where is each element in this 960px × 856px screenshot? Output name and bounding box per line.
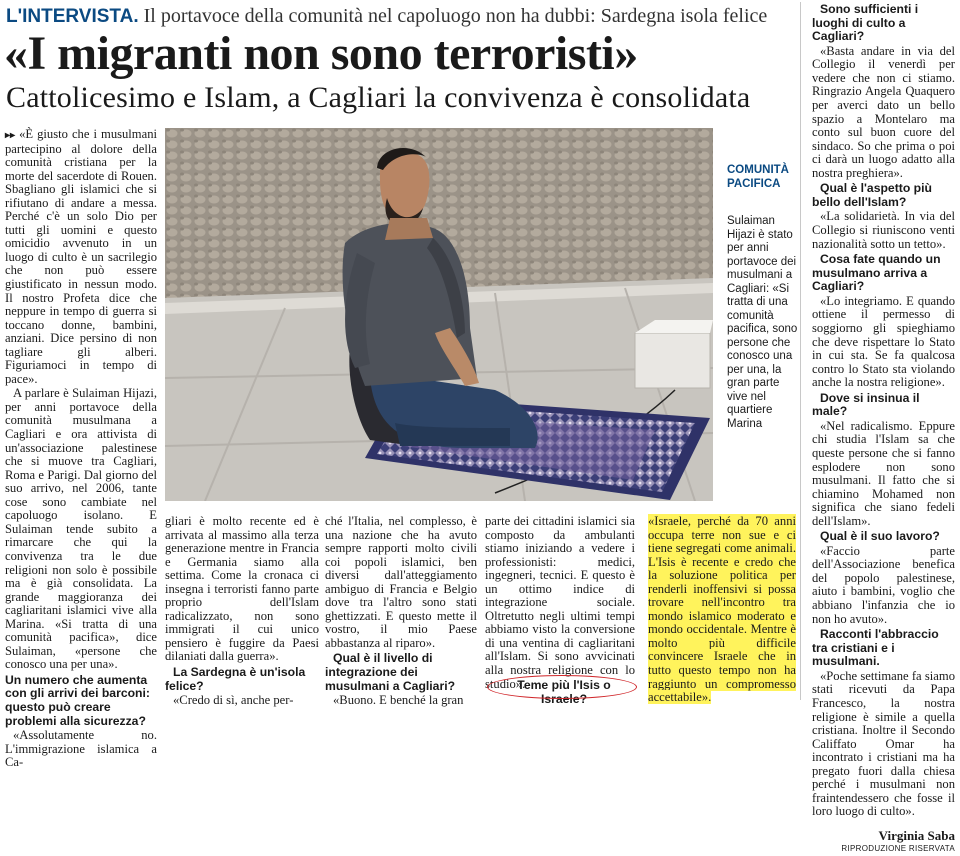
highlighted-paragraph	[648, 515, 796, 705]
article-column-1	[5, 128, 157, 771]
interview-question-circled: Teme più l'Isis o Israele?	[517, 678, 611, 706]
body-paragraph: «Credo di sì, anche per-	[173, 693, 294, 708]
caption-title: COMUNITÀ PACIFICA	[727, 164, 789, 190]
body-paragraph: «Buono. E benché la gran	[333, 693, 464, 708]
interview-question: Qual è il suo lavoro?	[820, 529, 940, 544]
interview-question: Qual è il livello di integrazione dei musulmani a Cagliari?	[325, 651, 456, 693]
body-paragraph: «Lo integriamo. E quando ottiene il permesso di soggiorno gli spieghiamo che deve rispettare lo Stato in cui sta. Se fa qualcosa contro lo Stato sta violando anche la nostra religione».	[812, 293, 955, 390]
article-column-5	[648, 515, 796, 706]
body-paragraph: ché l'Italia, nel complesso, è una nazione che ha avuto sempre rapporti molto civili coi popoli islamici, ben diversi dall'atteggiamento ambiguo di Francia e Belgio dove tra l'altro sono stati ghettizzati. E questo mette il vostro, il mio Paese abbastanza al riparo».	[325, 514, 477, 650]
interview-question: Racconti l'abbraccio tra cristiani e i musulmani.	[812, 627, 939, 669]
article-column-2	[165, 515, 319, 709]
interview-question: Cosa fate quando un musulmano arriva a Cagliari?	[812, 252, 941, 294]
body-paragraph: A parlare è Sulaiman Hijazi, per anni portavoce della comunità musulmana a Cagliari e ora attivista di un'associazione palestinese che si muove tra Cagliari, Roma e Parigi. Dal giorno del suo arrivo, nel 2006, tante cose sono cambiate nel capoluogo isolano. E Sulaiman tende subito a rimarcare che qui la convivenza tra le due religioni non solo è possibile ma è già consolidata. La grande maggioranza dei cagliaritani islamici vive alla Marina. «Si tratta di una comunità pacifica», dice Sulaiman, «persone che conosco una per una».	[5, 386, 157, 672]
lead-paragraph	[5, 128, 157, 386]
article-photo	[165, 128, 713, 501]
headline: «I migranti non sono terroristi»	[4, 27, 638, 80]
article-column-6	[812, 3, 955, 856]
body-paragraph: «Nel radicalismo. Eppure chi studia l'Islam sa che queste persone che si fanno esplodere non sono musulmani. Il fatto che si chiamino Mohamed non significa che siano fedeli dell'Islam».	[812, 418, 955, 528]
body-paragraph: «Faccio parte dell'Associazione benefica del popolo palestinese, aiuto i bambini, voglio che abbiano l'infanzia che io non ho avuto».	[812, 543, 955, 626]
red-circle-annotation	[487, 675, 637, 699]
body-paragraph: parte dei cittadini islamici sia composto da ambulanti stiamo iniziando a vedere i professionisti: medici, ingegneri, tecnici. E questo è un ottimo indice di integrazione sociale. Oltretutto negli ultimi tempi abbiamo visto la conversione di una ventina di cagliaritani all'Islam. Si sono avvicinati alla nostra religione con lo studio».	[485, 514, 635, 691]
caption-text: Sulaiman Hijazi è stato per anni portavoce dei musulmani a Cagliari: «Si tratta di una comunità pacifica, sono persone che conosco una per una, la gran parte vive nel quartiere Marina	[727, 215, 798, 430]
interview-question: La Sardegna è un'isola felice?	[165, 665, 306, 693]
body-paragraph: gliari è molto recente ed è arrivata al massimo alla terza generazione mentre in Francia e Germania siamo alla settima. Come la cronaca ci insegna i terroristi fanno parte proprio dell'Islam radicalizzato, non sono immigrati il cui unico pensiero è fuggire da Paesi dilaniati dalla guerra».	[165, 514, 319, 664]
subheadline: Cattolicesimo e Islam, a Cagliari la convivenza è consolidata	[6, 81, 751, 114]
highlighted-text: «Israele, perché da 70 anni occupa terre non sue e ci tiene segregati come animali. L'Isis è recente e credo che la soluzione politica per renderli inoffensivi si possa trovare nell'incontro tra mondo islamico moderato e mondo occidentale. Mentre è molto più difficile convincere Israele che in tutto questo tempo non ha raggiunto un compromesso accettabile».	[648, 514, 796, 705]
body-paragraph: «Assolutamente no. L'immigrazione islamica a Ca-	[5, 728, 157, 770]
kicker-text: Il portavoce della comunità nel capoluogo non ha dubbi: Sardegna isola felice	[143, 5, 768, 27]
interview-question: Dove si insinua il male?	[812, 390, 920, 419]
interview-question: Sono sufficienti i luoghi di culto a Cagliari?	[812, 2, 919, 44]
lead-arrow-icon: ▸▸	[5, 130, 16, 141]
kicker-tag: L'INTERVISTA.	[6, 6, 139, 27]
rights-notice: RIPRODUZIONE RISERVATA	[841, 844, 955, 854]
body-paragraph: «La solidarietà. In via del Collegio si riuniscono venti nazionalità sotto un tetto».	[812, 209, 955, 251]
body-paragraph: «Basta andare in via del Collegio il venerdì per vedere che non ci stiamo. Ringrazio Angela Quaquero per averci dato un bello spazio a Montelaro ma conto sul buon cuore del sindaco. So che prima o poi ci darà un luogo adatto alla nostra preghiera».	[812, 43, 955, 180]
lead-paragraph-text: «È giusto che i musulmani partecipino al dolore della comunità cristiana per la morte del sacerdote di Rouen. Sbagliano gli islamici che si rifiutano di andare a messa. Perché c'è un solo Dio per tutti gli uomini e questo omicidio avvenuto in un luogo di culto è un sacrilegio che non può essere giustificato in nessun modo. Il nostro Profeta dice che neppure in tempo di guerra si toccano donne, bambini, anziani. Dice persino di non tagliare gli alberi. Figuriamoci in tempo di pace».	[5, 127, 157, 386]
article-column-3	[325, 515, 477, 709]
interview-question: Qual è l'aspetto più bello dell'Islam?	[812, 181, 932, 209]
photo-man-praying	[165, 128, 713, 501]
body-paragraph: «Poche settimane fa siamo stati ricevuti da Papa Francesco, la nostra religione è simile a quella cristiana. Inoltre il Secondo Califfato Omar ha incontrato i cristiani ma ha pregato fuori dalla chiesa perché i musulmani non fraintendessero che fosse il loro luogo di culto».	[812, 668, 955, 819]
interview-question: Un numero che aumenta con gli arrivi dei barconi: questo può creare problemi alla sicurezza?	[5, 672, 150, 728]
article-column-4	[485, 515, 635, 692]
author-signature: Virginia Saba	[878, 827, 955, 843]
column-divider	[800, 2, 801, 700]
